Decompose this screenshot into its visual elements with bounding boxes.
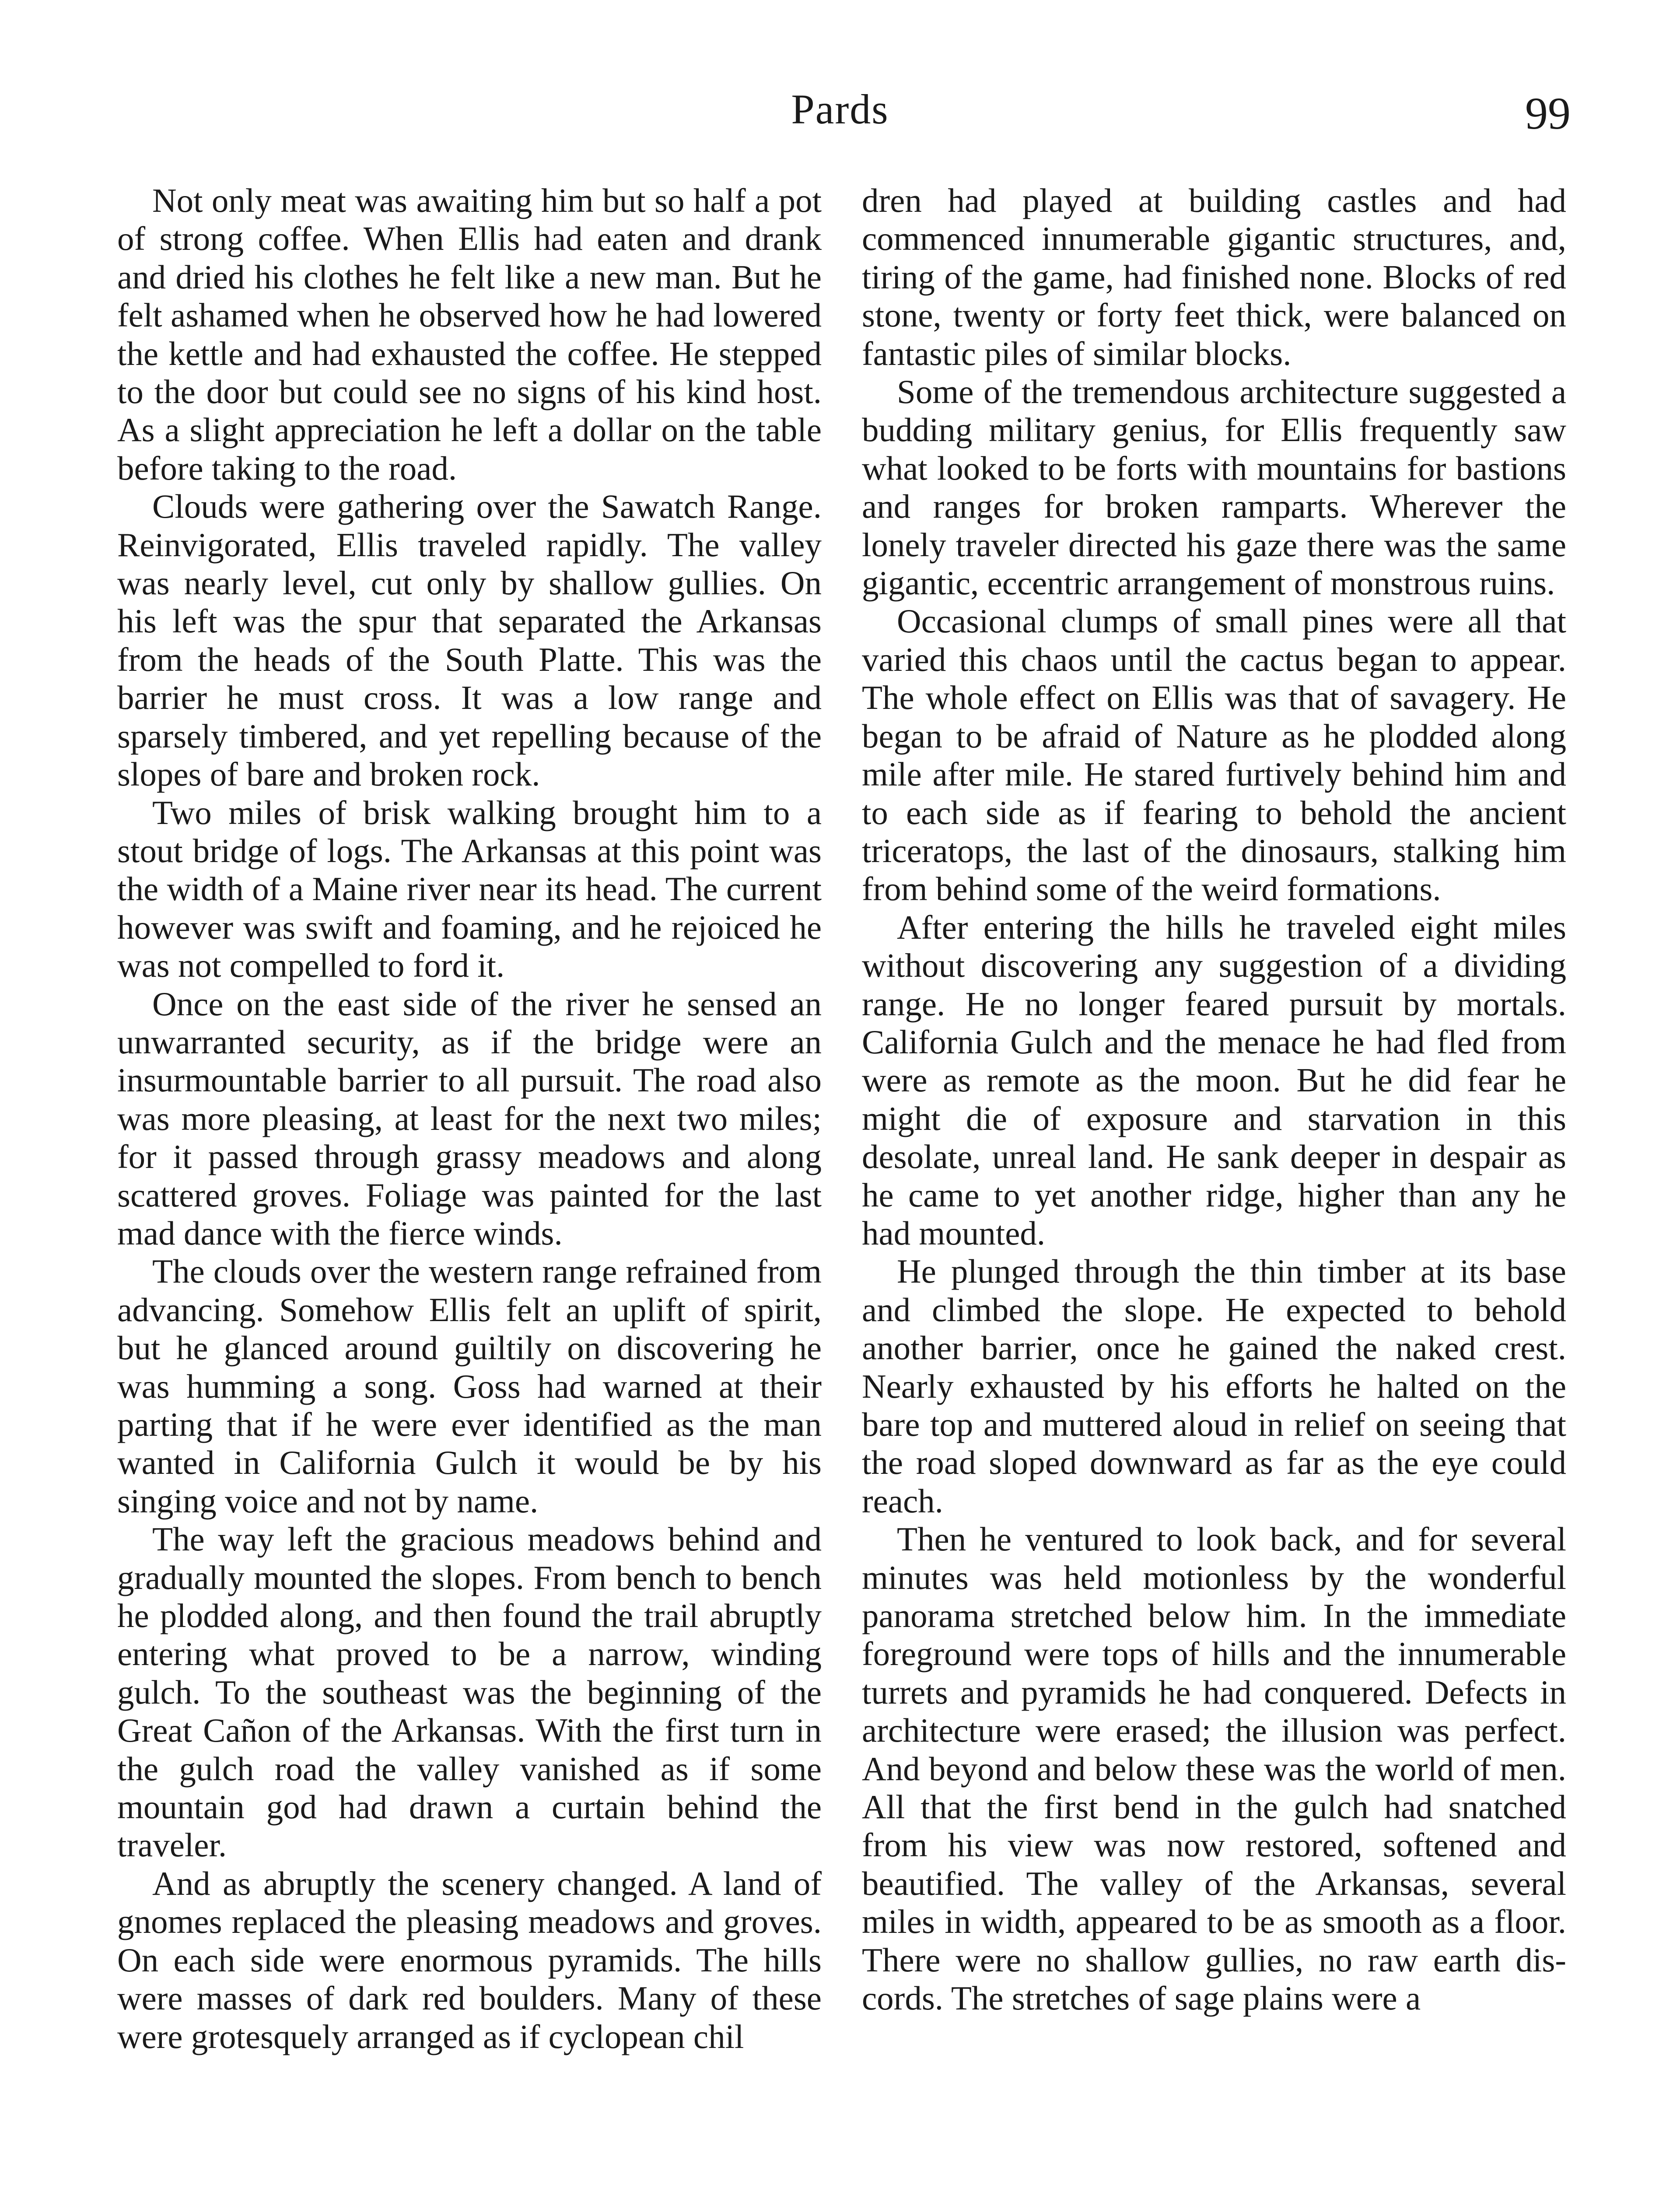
paragraph: The way left the gracious meadows behind and gradually mounted the slopes. From bench to bench he plodded along, and then found the trail abruptly entering what proved to be a narrow, winding gulch. To the southeast was the beginning of the Great Cañon of the Arkansas. With the first turn in the gulch road the valley vanished as if some mountain god had drawn a curtain behind the traveler. <box>117 1520 822 1864</box>
paragraph: He plunged through the thin timber at its base and climbed the slope. He expected to behold another barrier, once he gained the naked crest. Nearly exhausted by his efforts he halted on the bare top and muttered aloud in relief on seeing that the road sloped downward as far as the eye could reach. <box>862 1252 1566 1520</box>
paragraph: Occasional clumps of small pines were all that varied this chaos until the cactus began to appear. The whole effect on Ellis was that of savagery. He began to be afraid of Nature as he plodded along mile after mile. He stared furtively behind him and to each side as if fearing to behold the ancient triceratops, the last of the dinosaurs, stalking him from behind some of the weird formations. <box>862 602 1566 908</box>
paragraph: Clouds were gathering over the Sawatch Range. Reinvigorated, Ellis traveled rapidly. The valley was nearly level, cut only by shallow gullies. On his left was the spur that separated the Arkansas from the heads of the South Platte. This was the barrier he must cross. It was a low range and sparsely timbered, and yet repelling because of the slopes of bare and broken rock. <box>117 487 822 793</box>
paragraph: And as abruptly the scenery changed. A land of gnomes replaced the pleasing meadows and groves. On each side were enormous pyramids. The hills were masses of dark red boulders. Many of these were grotesquely arranged as if cyclopean chil <box>117 1864 822 2055</box>
paragraph: After entering the hills he traveled eight miles without discovering any suggestion of a dividing range. He no longer feared pursuit by mortals. California Gulch and the menace he had fled from were as remote as the moon. But he did fear he might die of exposure and starvation in this desolate, unreal land. He sank deeper in despair as he came to yet another ridge, higher than any he had mounted. <box>862 908 1566 1252</box>
page-header <box>109 83 1571 153</box>
paragraph-continuation: dren had played at building castles and had commenced innumerable gigantic structures, and, tiring of the game, had finished none. Blocks of red stone, twenty or forty feet thick, were balanced on fantastic piles of similar blocks. <box>862 182 1566 372</box>
paragraph: Not only meat was awaiting him but so half a pot of strong coffee. When Ellis had eaten and drank and dried his clothes he felt like a new man. But he felt ashamed when he observed how he had lowered the kettle and had exhausted the coffee. He stepped to the door but could see no signs of his kind host. As a slight appreciation he left a dollar on the table before taking to the road. <box>117 182 822 487</box>
paragraph: Then he ventured to look back, and for several minutes was held motionless by the wonderful panorama stretched below him. In the immediate foreground were tops of hills and the innumerable turrets and pyramids he had conquered. Defects in architecture were erased; the illusion was perfect. And beyond and below these was the world of men. All that the first bend in the gulch had snatched from his view was now restored, softened and beautified. The valley of the Arkansas, several miles in width, appeared to be as smooth as a floor. There were no shallow gullies, no raw earth discords. The stretches of sage plains were a <box>862 1520 1566 2017</box>
right-column <box>862 182 1566 2018</box>
paragraph: Once on the east side of the river he sensed an unwarranted security, as if the bridge were an insurmountable barrier to all pursuit. The road also was more pleasing, at least for the next two miles; for it passed through grassy meadows and along scattered groves. Foliage was painted for the last mad dance with the fierce winds. <box>117 985 822 1252</box>
left-column <box>117 182 822 2056</box>
running-title: Pards <box>791 86 889 133</box>
paragraph: Two miles of brisk walking brought him to a stout bridge of logs. The Arkansas at this point was the width of a Maine river near its head. The current however was swift and foaming, and he rejoiced he was not compelled to ford it. <box>117 793 822 985</box>
paragraph: Some of the tremendous architecture suggested a budding military genius, for Ellis frequently saw what looked to be forts with mountains for bastions and ranges for broken ramparts. Wherever the lonely traveler directed his gaze there was the same gigantic, eccentric arrangement of monstrous ruins. <box>862 373 1566 602</box>
paragraph: The clouds over the western range refrained from advancing. Somehow Ellis felt an uplift of spirit, but he glanced around guiltily on discovering he was humming a song. Goss had warned at their parting that if he were ever identified as the man wanted in California Gulch it would be by his singing voice and not by name. <box>117 1252 822 1520</box>
page-number: 99 <box>1525 88 1571 139</box>
